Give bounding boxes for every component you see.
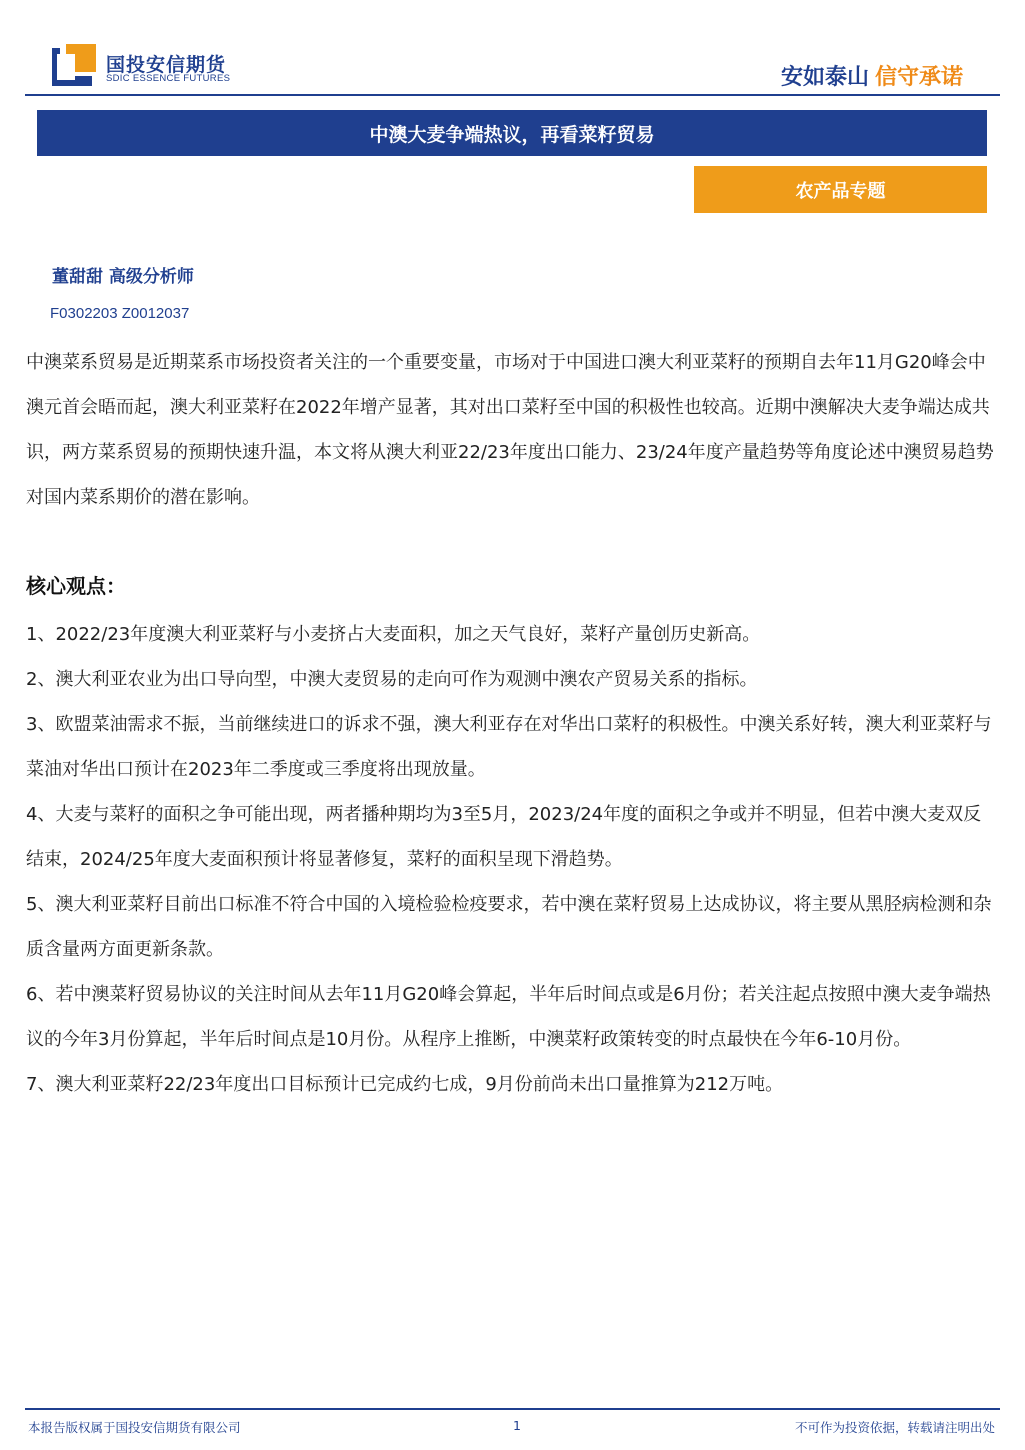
author-line: 董甜甜 高级分析师 [52, 267, 194, 287]
company-logo-icon [52, 40, 100, 86]
key-point: 4、大麦与菜籽的面积之争可能出现，两者播种期均为3至5月，2023/24年度的面积之争或并不明显，但若中澳大麦双反结束，2024/25年度大麦面积预计将显著修复，菜籽的面积呈现下滑趋势。 [26, 804, 982, 870]
license-numbers: F0302203 Z0012037 [50, 305, 190, 322]
header-divider [25, 94, 1000, 96]
key-point: 2、澳大利亚农业为出口导向型，中澳大麦贸易的走向可作为观测中澳农产贸易关系的指标。 [26, 669, 758, 690]
disclaimer-text: 不可作为投资依据，转载请注明出处 [794, 1420, 995, 1435]
page-footer [0, 1408, 1025, 1448]
section-title: 核心观点： [26, 574, 126, 598]
key-point: 1、2022/23年度澳大利亚菜籽与小麦挤占大麦面积，加之天气良好，菜籽产量创历史新高。 [26, 624, 761, 645]
page-number: 1 [513, 1418, 521, 1433]
footer-divider [25, 1408, 1000, 1410]
logo-text-cn: 国投安信期货 [106, 54, 227, 76]
page-header [0, 0, 1025, 100]
key-point: 5、澳大利亚菜籽目前出口标准不符合中国的入境检验检疫要求，若中澳在菜籽贸易上达成协议，将主要从黑胫病检测和杂质含量两方面更新条款。 [26, 894, 992, 960]
report-title: 中澳大麦争端热议，再看菜籽贸易 [37, 110, 987, 156]
slogan-part2: 信守承诺 [874, 65, 963, 90]
key-point: 7、澳大利亚菜籽22/23年度出口目标预计已完成约七成，9月份前尚未出口量推算为212万吨。 [26, 1074, 784, 1095]
report-category-tag: 农产品专题 [694, 166, 987, 213]
key-point: 6、若中澳菜籽贸易协议的关注时间从去年11月G20峰会算起，半年后时间点或是6月份；若关注起点按照中澳大麦争端热议的今年3月份算起，半年后时间点是10月份。从程序上推断，中澳菜籽政策转变的时点最快在今年6-10月份。 [26, 984, 991, 1050]
key-point: 3、欧盟菜油需求不振，当前继续进口的诉求不强，澳大利亚存在对华出口菜籽的积极性。中澳关系好转，澳大利亚菜籽与菜油对华出口预计在2023年二季度或三季度将出现放量。 [26, 714, 992, 780]
slogan-part1: 安如泰山 [780, 65, 869, 90]
slogan [781, 60, 963, 91]
logo-text-en: SDIC ESSENCE FUTURES [106, 73, 231, 84]
intro-paragraph: 中澳菜系贸易是近期菜系市场投资者关注的一个重要变量，市场对于中国进口澳大利亚菜籽的预期自去年11月G20峰会中澳元首会晤而起，澳大利亚菜籽在2022年增产显著，其对出口菜籽至中国的积极性也较高。近期中澳解决大麦争端达成共识，两方菜系贸易的预期快速升温，本文将从澳大利亚22/23年度出口能力、23/24年度产量趋势等角度论述中澳贸易趋势对国内菜系期价的潜在影响。 [26, 352, 994, 508]
copyright-text: 本报告版权属于国投安信期货有限公司 [28, 1420, 241, 1435]
key-points-list [26, 612, 996, 1107]
